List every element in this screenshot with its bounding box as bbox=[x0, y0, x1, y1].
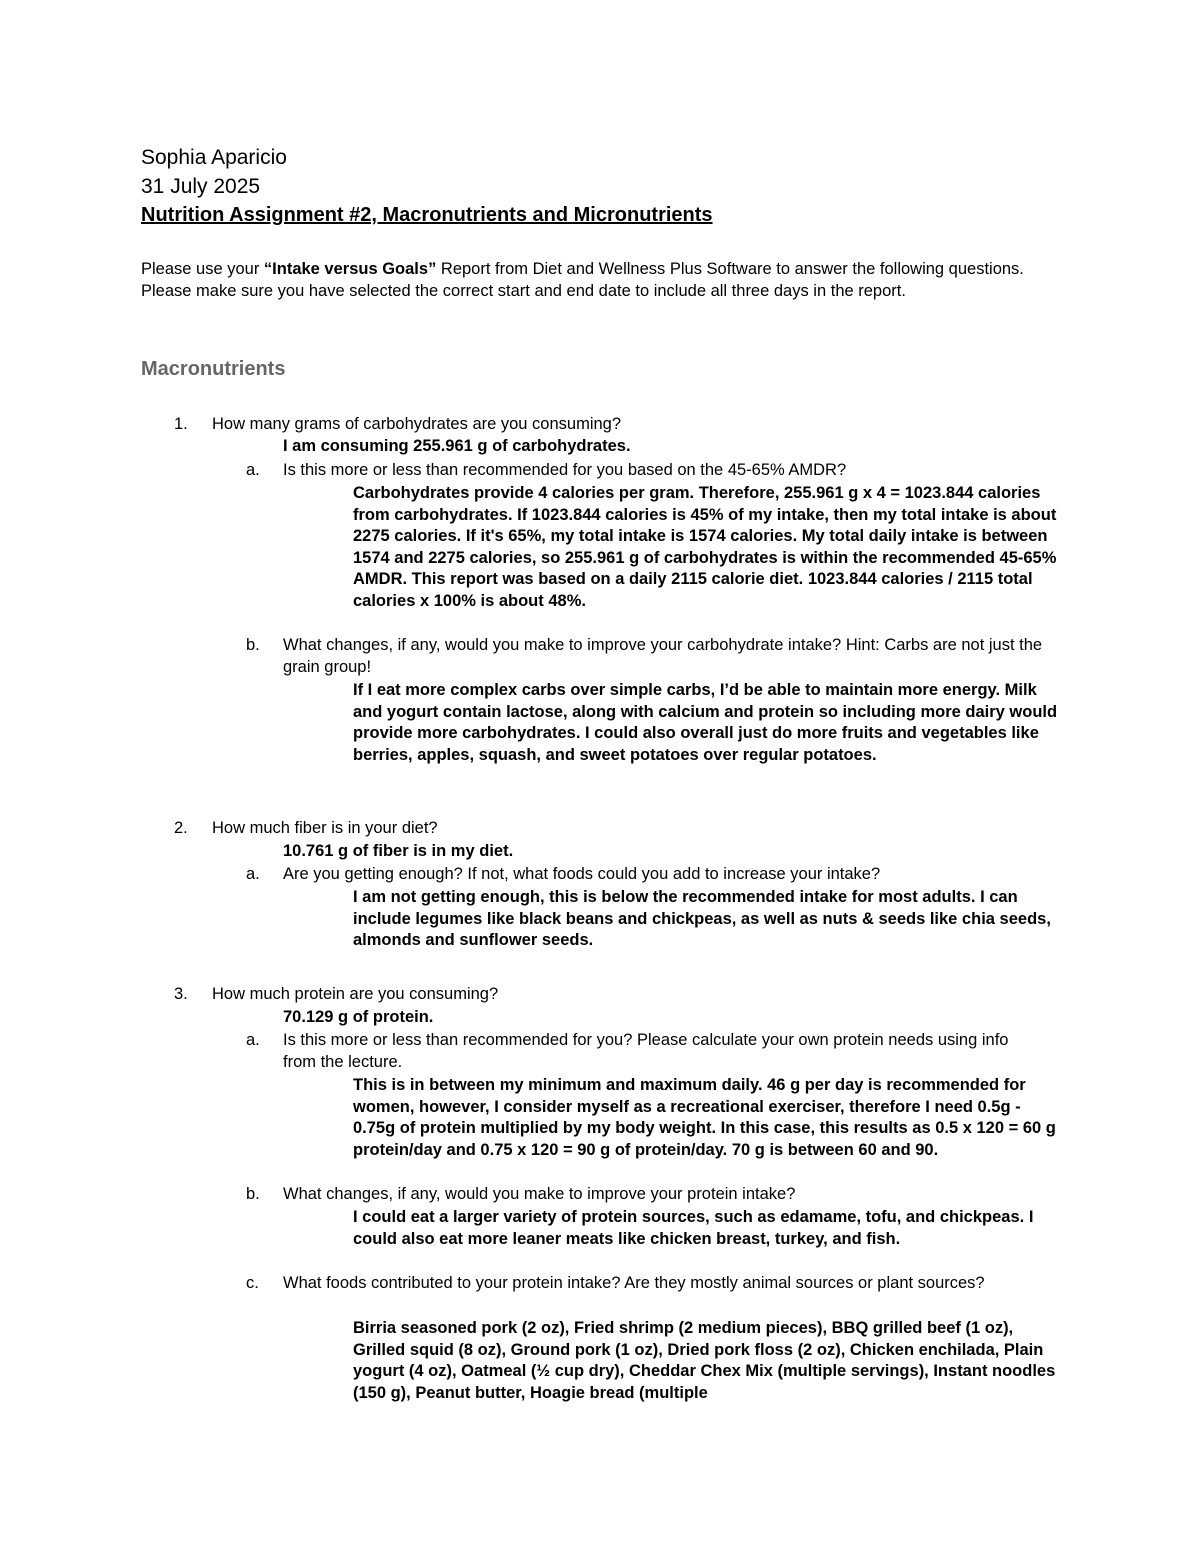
question-1-answer: I am consuming 255.961 g of carbohydrates. bbox=[283, 437, 631, 455]
question-3a-letter: a. bbox=[246, 1031, 260, 1049]
question-2a-text: Are you getting enough? If not, what foods could you add to increase your intake? bbox=[283, 865, 881, 883]
question-1a-answer: Carbohydrates provide 4 calories per gram. Therefore, 255.961 g x 4 = 1023.844 calories from carbohydrates. If 1023.844 calories is 45% of my intake, then my total intake is about 2275 calories. If it's 65%, my total intake is 1574 calories. My total daily intake is between 1574 and 2275 calories, so 255.961 g of carbohydrates is within the recommended 45-65% AMDR. This report was based on a daily 2115 calorie diet. 1023.844 calories / 2115 total calories x 100% is about 48%. bbox=[353, 484, 1057, 610]
question-1-text: How many grams of carbohydrates are you consuming? bbox=[212, 415, 622, 433]
question-2a-answer: I am not getting enough, this is below the recommended intake for most adults. I can include legumes like black beans and chickpeas, as well as nuts & seeds like chia seeds, almonds and sunflower seeds. bbox=[353, 888, 1051, 949]
question-3-number: 3. bbox=[174, 985, 188, 1003]
question-3-answer: 70.129 g of protein. bbox=[283, 1008, 434, 1026]
question-2-answer: 10.761 g of fiber is in my diet. bbox=[283, 842, 514, 860]
question-2a-letter: a. bbox=[246, 865, 260, 883]
question-3c-text: What foods contributed to your protein intake? Are they mostly animal sources or plant sources? bbox=[283, 1274, 985, 1292]
question-1b-letter: b. bbox=[246, 636, 260, 654]
question-1b-answer: If I eat more complex carbs over simple carbs, I’d be able to maintain more energy. Milk and yogurt contain lactose, along with calcium and protein so including more dairy would provide more carbohydrates. I could also overall just do more fruits and vegetables like berries, apples, squash, and sweet potatoes over regular potatoes. bbox=[353, 681, 1058, 764]
question-2-number: 2. bbox=[174, 819, 188, 837]
question-1a-letter: a. bbox=[246, 461, 260, 479]
question-3-text: How much protein are you consuming? bbox=[212, 985, 499, 1003]
question-3b-text: What changes, if any, would you make to improve your protein intake? bbox=[283, 1185, 796, 1203]
question-1b-text: What changes, if any, would you make to improve your carbohydrate intake? Hint: Carbs are not just the grain group! bbox=[283, 636, 1043, 676]
intro-text-start: Please use your bbox=[141, 260, 264, 278]
document-date: 31 July 2025 bbox=[141, 175, 261, 198]
question-1-number: 1. bbox=[174, 415, 188, 433]
intro-text-end: Report from Diet and Wellness Plus Software to answer the following questions. Please make sure you have selected the correct start and end date to include all three days in the report. bbox=[141, 260, 1024, 300]
intro-paragraph bbox=[141, 259, 1061, 302]
document-title: Nutrition Assignment #2, Macronutrients and Micronutrients bbox=[141, 204, 713, 226]
question-2-text: How much fiber is in your diet? bbox=[212, 819, 438, 837]
question-3c-letter: c. bbox=[246, 1274, 259, 1292]
question-3a-answer: This is in between my minimum and maximum daily. 46 g per day is recommended for women, however, I consider myself as a recreational exerciser, therefore I need 0.5g - 0.75g of protein multiplied by my body weight. In this case, this results as 0.5 x 120 = 60 g protein/day and 0.75 x 120 = 90 g of protein/day. 70 g is between 60 and 90. bbox=[353, 1076, 1056, 1159]
question-3c-answer: Birria seasoned pork (2 oz), Fried shrimp (2 medium pieces), BBQ grilled beef (1 oz), Grilled squid (8 oz), Ground pork (1 oz), Dried pork floss (2 oz), Chicken enchilada, Plain yogurt (4 oz), Oatmeal (½ cup dry), Cheddar Chex Mix (multiple servings), Instant noodles (150 g), Peanut butter, Hoagie bread (multiple bbox=[353, 1319, 1056, 1402]
question-3b-letter: b. bbox=[246, 1185, 260, 1203]
report-name: “Intake versus Goals” bbox=[263, 260, 437, 278]
question-3b-answer: I could eat a larger variety of protein sources, such as edamame, tofu, and chickpeas. I could also eat more leaner meats like chicken breast, turkey, and fish. bbox=[353, 1208, 1034, 1248]
section-heading-macronutrients: Macronutrients bbox=[141, 358, 286, 380]
question-1a-text: Is this more or less than recommended for you based on the 45-65% AMDR? bbox=[283, 461, 847, 479]
question-3a-text: Is this more or less than recommended for you? Please calculate your own protein needs using info from the lecture. bbox=[283, 1031, 1009, 1071]
author-name: Sophia Aparicio bbox=[141, 146, 287, 169]
